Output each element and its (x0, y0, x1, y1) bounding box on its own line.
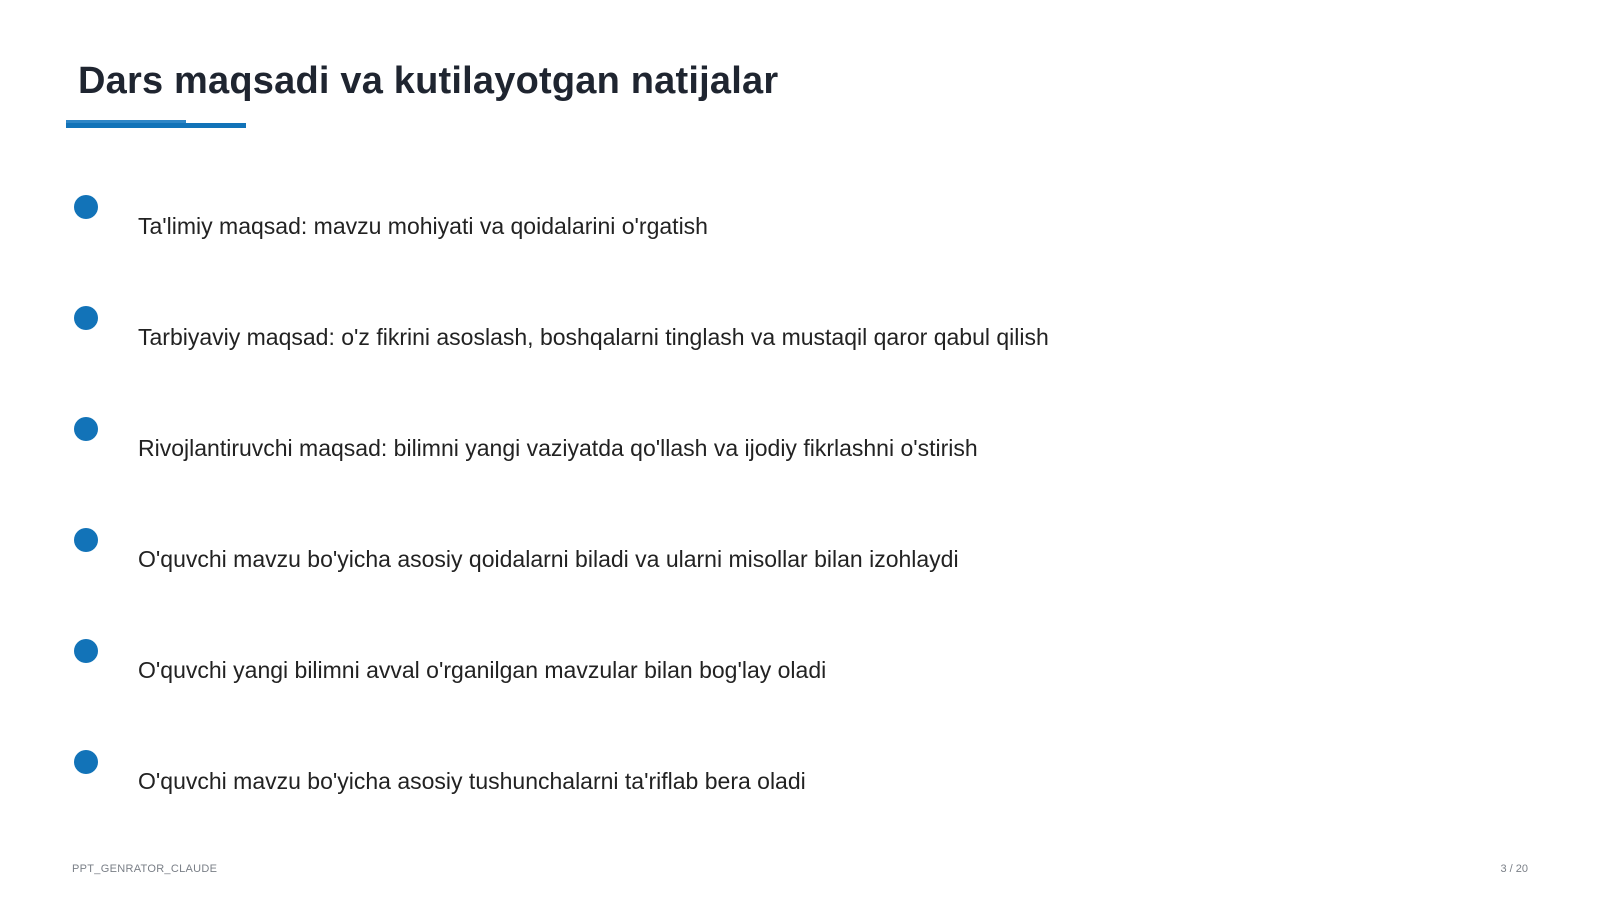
list-item (0, 528, 1600, 588)
bullet-dot-icon (74, 750, 98, 774)
page-indicator: 3 / 20 (1500, 863, 1528, 875)
bullet-dot-icon (74, 528, 98, 552)
bullet-text: Ta'limiy maqsad: mavzu mohiyati va qoidalarini o'rgatish (138, 213, 708, 239)
bullet-text: O'quvchi mavzu bo'yicha asosiy tushunchalarni ta'riflab bera oladi (138, 768, 806, 794)
list-item (0, 306, 1600, 366)
list-item (0, 639, 1600, 699)
footer-label: PPT_GENRATOR_CLAUDE (72, 863, 218, 875)
bullet-dot-icon (74, 639, 98, 663)
bullet-text: O'quvchi yangi bilimni avval o'rganilgan mavzular bilan bog'lay oladi (138, 657, 827, 683)
list-item (0, 195, 1600, 255)
bullet-text: Rivojlantiruvchi maqsad: bilimni yangi vaziyatda qo'llash va ijodiy fikrlashni o'stirish (138, 435, 978, 461)
bullet-text: Tarbiyaviy maqsad: o'z fikrini asoslash, boshqalarni tinglash va mustaqil qaror qabul qilish (138, 324, 1049, 350)
bullet-dot-icon (74, 306, 98, 330)
bullet-dot-icon (74, 195, 98, 219)
list-item (0, 750, 1600, 810)
bullet-dot-icon (74, 417, 98, 441)
bullet-text: O'quvchi mavzu bo'yicha asosiy qoidalarni biladi va ularni misollar bilan izohlaydi (138, 546, 959, 572)
slide-title: Dars maqsadi va kutilayotgan natijalar (78, 60, 779, 102)
list-item (0, 417, 1600, 477)
